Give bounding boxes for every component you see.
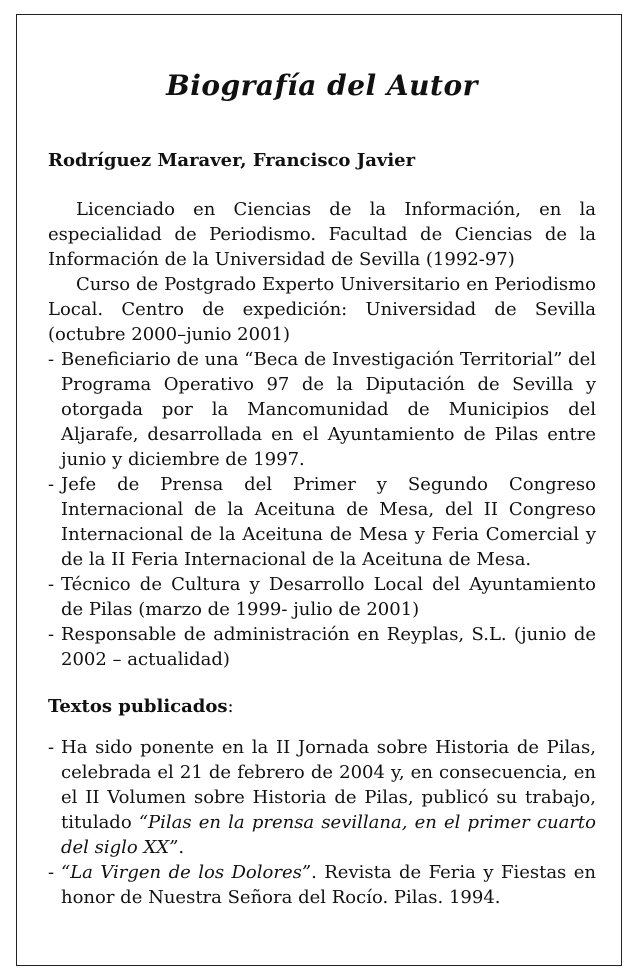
publications-heading-text: Textos publicados — [48, 696, 228, 717]
publication-text-end: . — [178, 837, 185, 858]
publications-list — [48, 735, 596, 910]
publication-text-end: . Revista de Feria y Fiestas en honor de Nuestra Señora del Rocío. Pilas. 1994. — [61, 862, 596, 908]
postgraduate-paragraph: Curso de Postgrado Experto Universitario en Periodismo Local. Centro de expedición: Universidad de Sevilla (octubre 2000–junio 2001) — [48, 274, 596, 345]
list-item: - Responsable de administración en Reyplas, S.L. (junio de 2002 – actualidad) — [48, 622, 596, 672]
list-item: - Beneficiario de una “Beca de Investigación Territorial” del Programa Operativo 97 de la Diputación de Sevilla y otorgada por la Mancomunidad de Municipios del Aljarafe, desarrollada en el Ayuntamiento de Pilas entre junio y diciembre de 1997. — [48, 347, 596, 472]
publications-heading — [48, 695, 596, 719]
publication-title: “Pilas en la prensa sevillana, en el primer cuarto del siglo XX” — [61, 812, 596, 858]
author-name: Rodríguez Maraver, Francisco Javier — [48, 150, 416, 171]
list-item: - Técnico de Cultura y Desarrollo Local del Ayuntamiento de Pilas (marzo de 1999- julio de 2001) — [48, 572, 596, 622]
list-item — [48, 860, 596, 910]
list-item — [48, 735, 596, 860]
bio-list — [48, 347, 596, 672]
page-title: Biografía del Autor — [166, 69, 478, 102]
education-paragraph: Licenciado en Ciencias de la Información, en la especialidad de Periodismo. Facultad de Ciencias de la Información de la Universidad de Sevilla (1992-97) — [48, 199, 596, 270]
page-content — [48, 69, 596, 910]
list-item: - Jefe de Prensa del Primer y Segundo Congreso Internacional de la Aceituna de Mesa, del II Congreso Internacional de la Aceituna de Mesa y Feria Comercial y de la II Feria Internacional de la Aceituna de Mesa. — [48, 472, 596, 572]
page-frame — [16, 14, 622, 966]
publication-title: “La Virgen de los Dolores” — [61, 862, 312, 883]
publication-text: Ha sido ponente en la II Jornada sobre Historia de Pilas, celebrada el 21 de febrero de 2004 y, en consecuencia, en el II Volumen sobre Historia de Pilas, publicó su trabajo, titulado — [61, 737, 596, 833]
publications-heading-colon: : — [227, 696, 234, 717]
